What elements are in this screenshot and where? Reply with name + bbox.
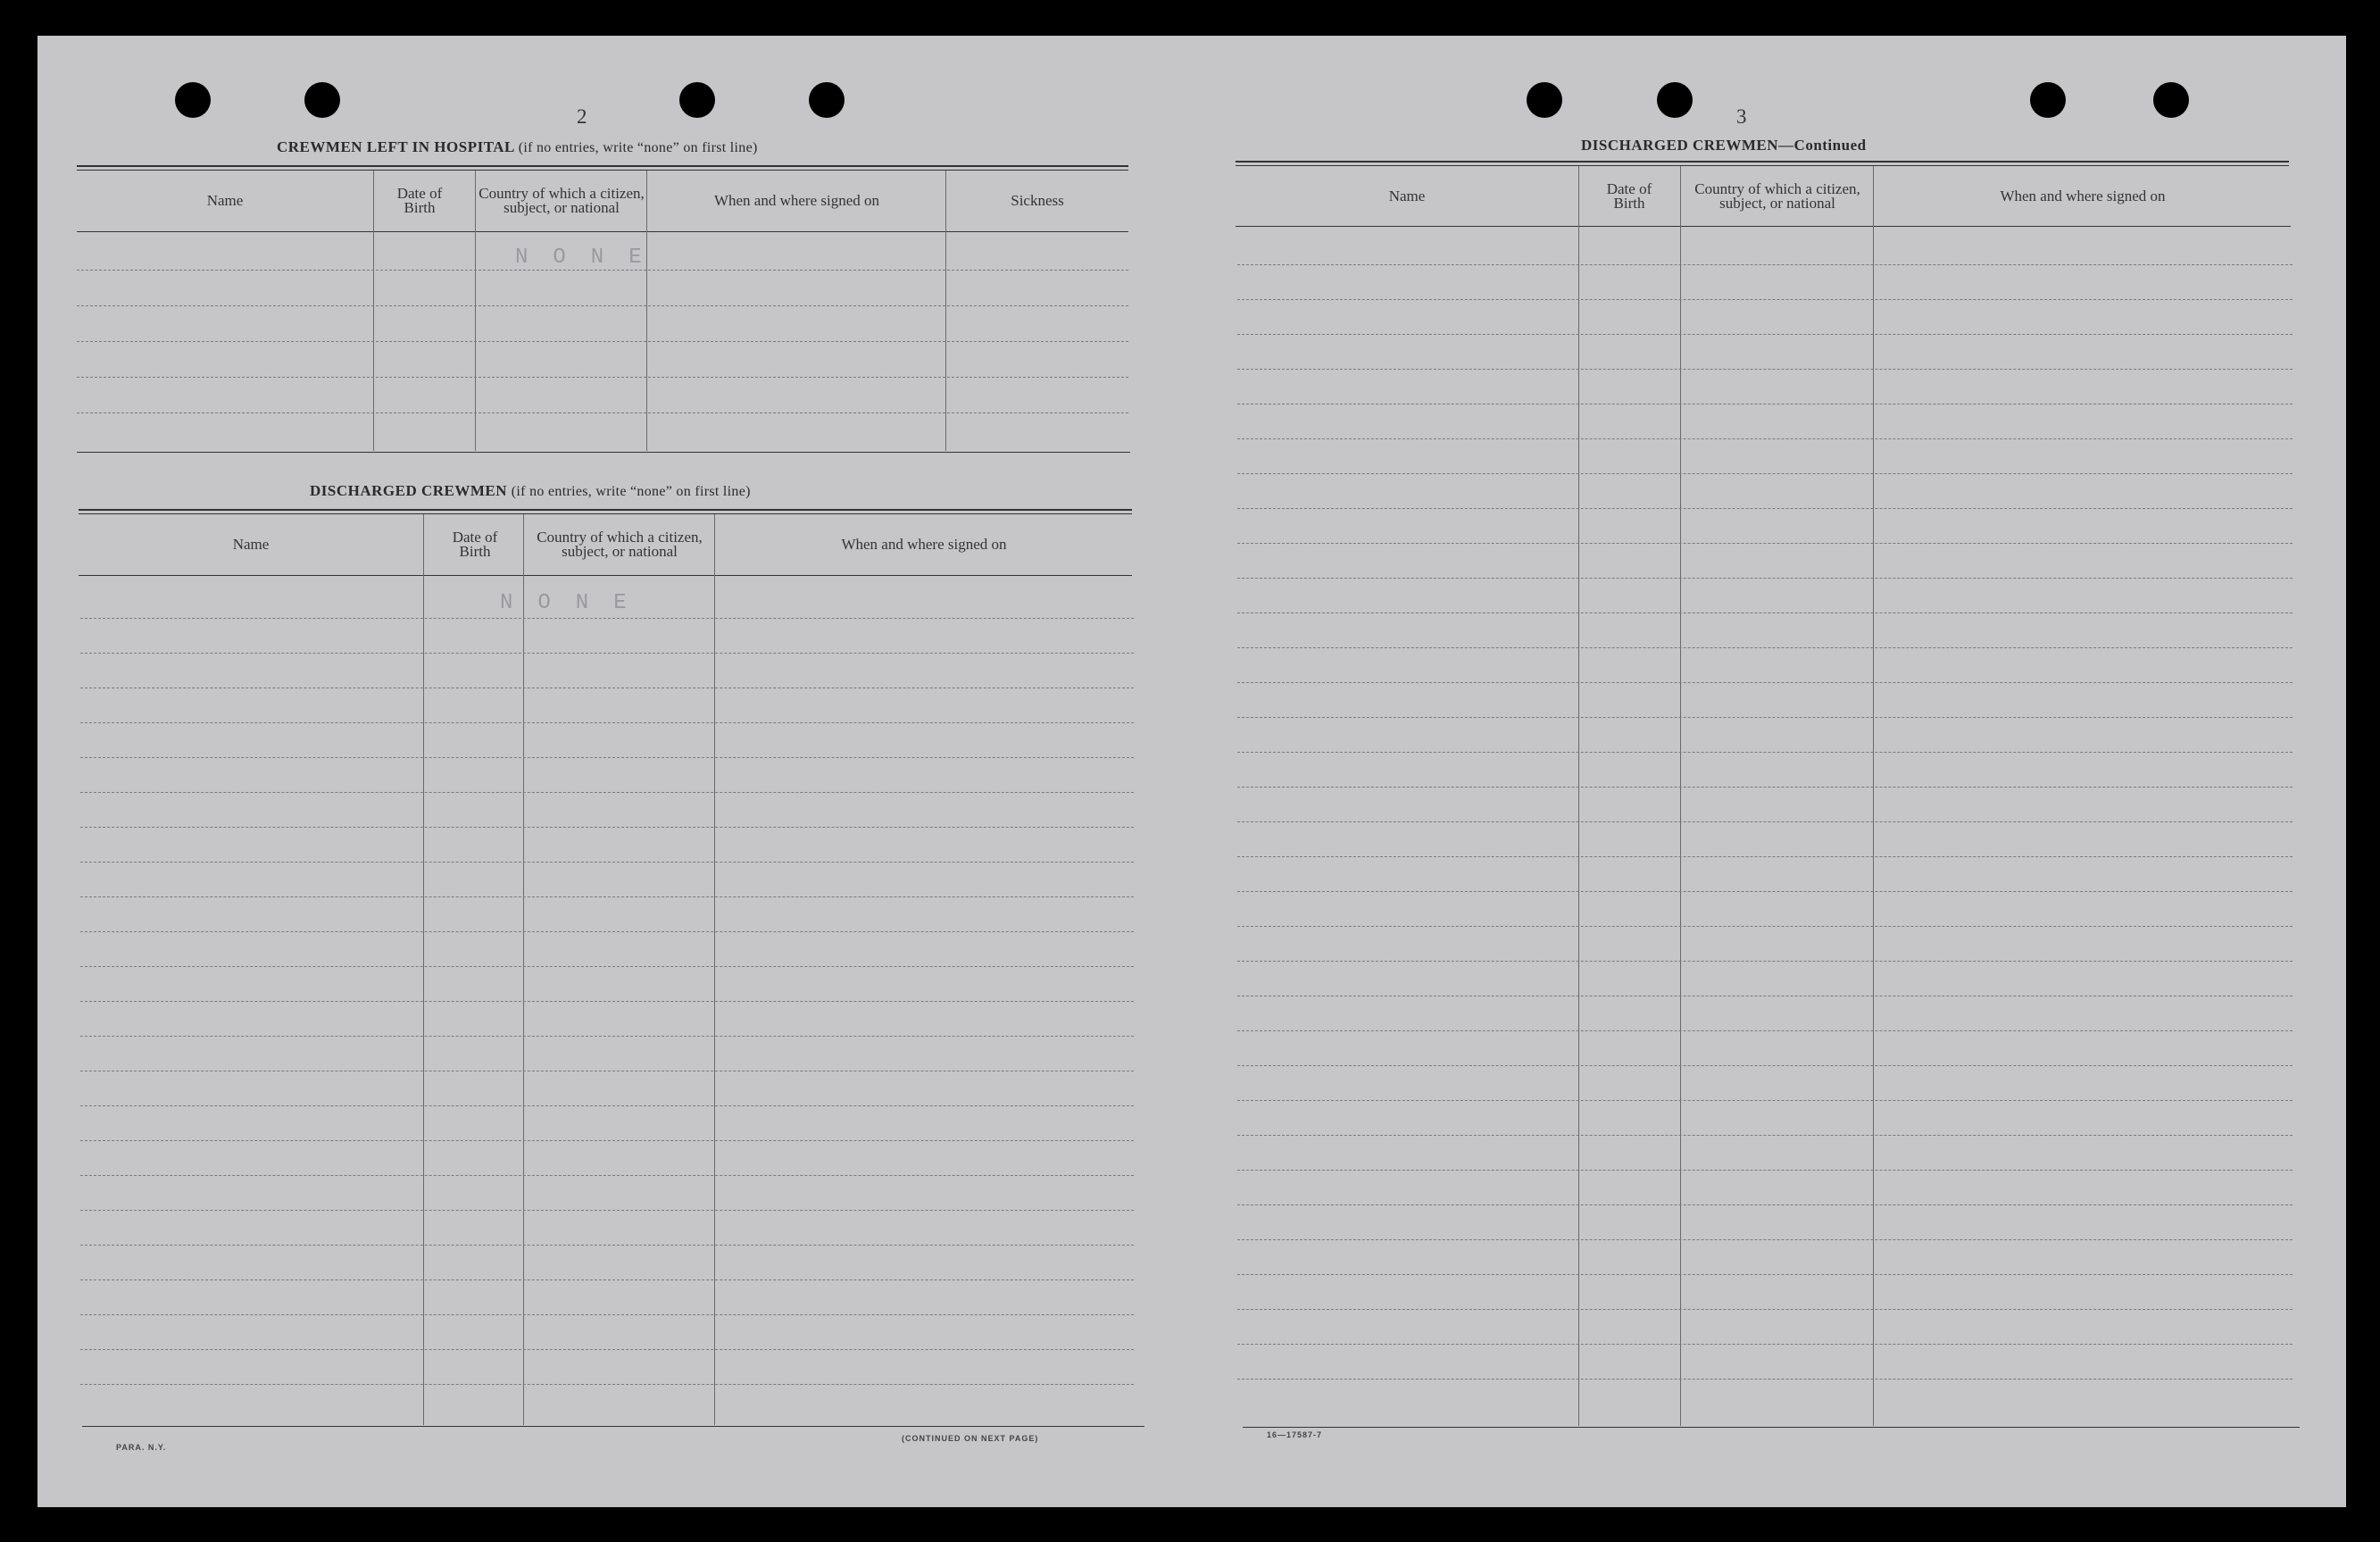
column-header-signed-on: When and where signed on: [2000, 187, 2166, 204]
discharged-section-title: DISCHARGED CREWMEN (if no entries, write “none” on first line): [310, 482, 751, 499]
punch-hole: [2153, 82, 2189, 118]
column-header-name: Name: [232, 536, 270, 553]
column-header-signed-on: When and where signed on: [841, 536, 1007, 553]
punch-hole: [175, 82, 211, 118]
punch-hole: [2030, 82, 2066, 118]
punch-hole: [809, 82, 845, 118]
punch-hole: [304, 82, 340, 118]
punch-hole: [1527, 82, 1562, 118]
footer-continued-note: (CONTINUED ON NEXT PAGE): [902, 1434, 1039, 1443]
hospital-section-title: CREWMEN LEFT IN HOSPITAL (if no entries, write “none” on first line): [277, 138, 758, 155]
column-header-country: Country of which a citizen, subject, or national: [1694, 179, 1860, 212]
punch-hole: [679, 82, 715, 118]
column-header-date-of-birth: Date of Birth: [396, 185, 443, 216]
none-stamp: NONE: [500, 591, 652, 615]
column-header-date-of-birth: Date of Birth: [452, 529, 498, 560]
column-header-name: Name: [206, 192, 244, 209]
column-header-country: Country of which a citizen, subject, or national: [537, 529, 703, 560]
discharged-continued-title: DISCHARGED CREWMEN—Continued: [1581, 137, 1867, 154]
punch-hole: [1657, 82, 1693, 118]
document-sheet: [37, 36, 2346, 1507]
column-header-date-of-birth: Date of Birth: [1606, 179, 1652, 212]
page-number: 2: [577, 105, 587, 128]
column-header-country: Country of which a citizen, subject, or national: [478, 185, 645, 216]
footer-printer-mark: PARA. N.Y.: [116, 1443, 167, 1452]
column-header-sickness: Sickness: [1011, 192, 1064, 209]
none-stamp: NONE: [515, 246, 667, 270]
column-header-signed-on: When and where signed on: [713, 192, 880, 209]
column-header-name: Name: [1388, 187, 1426, 204]
footer-form-number: 16—17587-7: [1267, 1430, 1323, 1439]
page-number: 3: [1736, 105, 1747, 128]
